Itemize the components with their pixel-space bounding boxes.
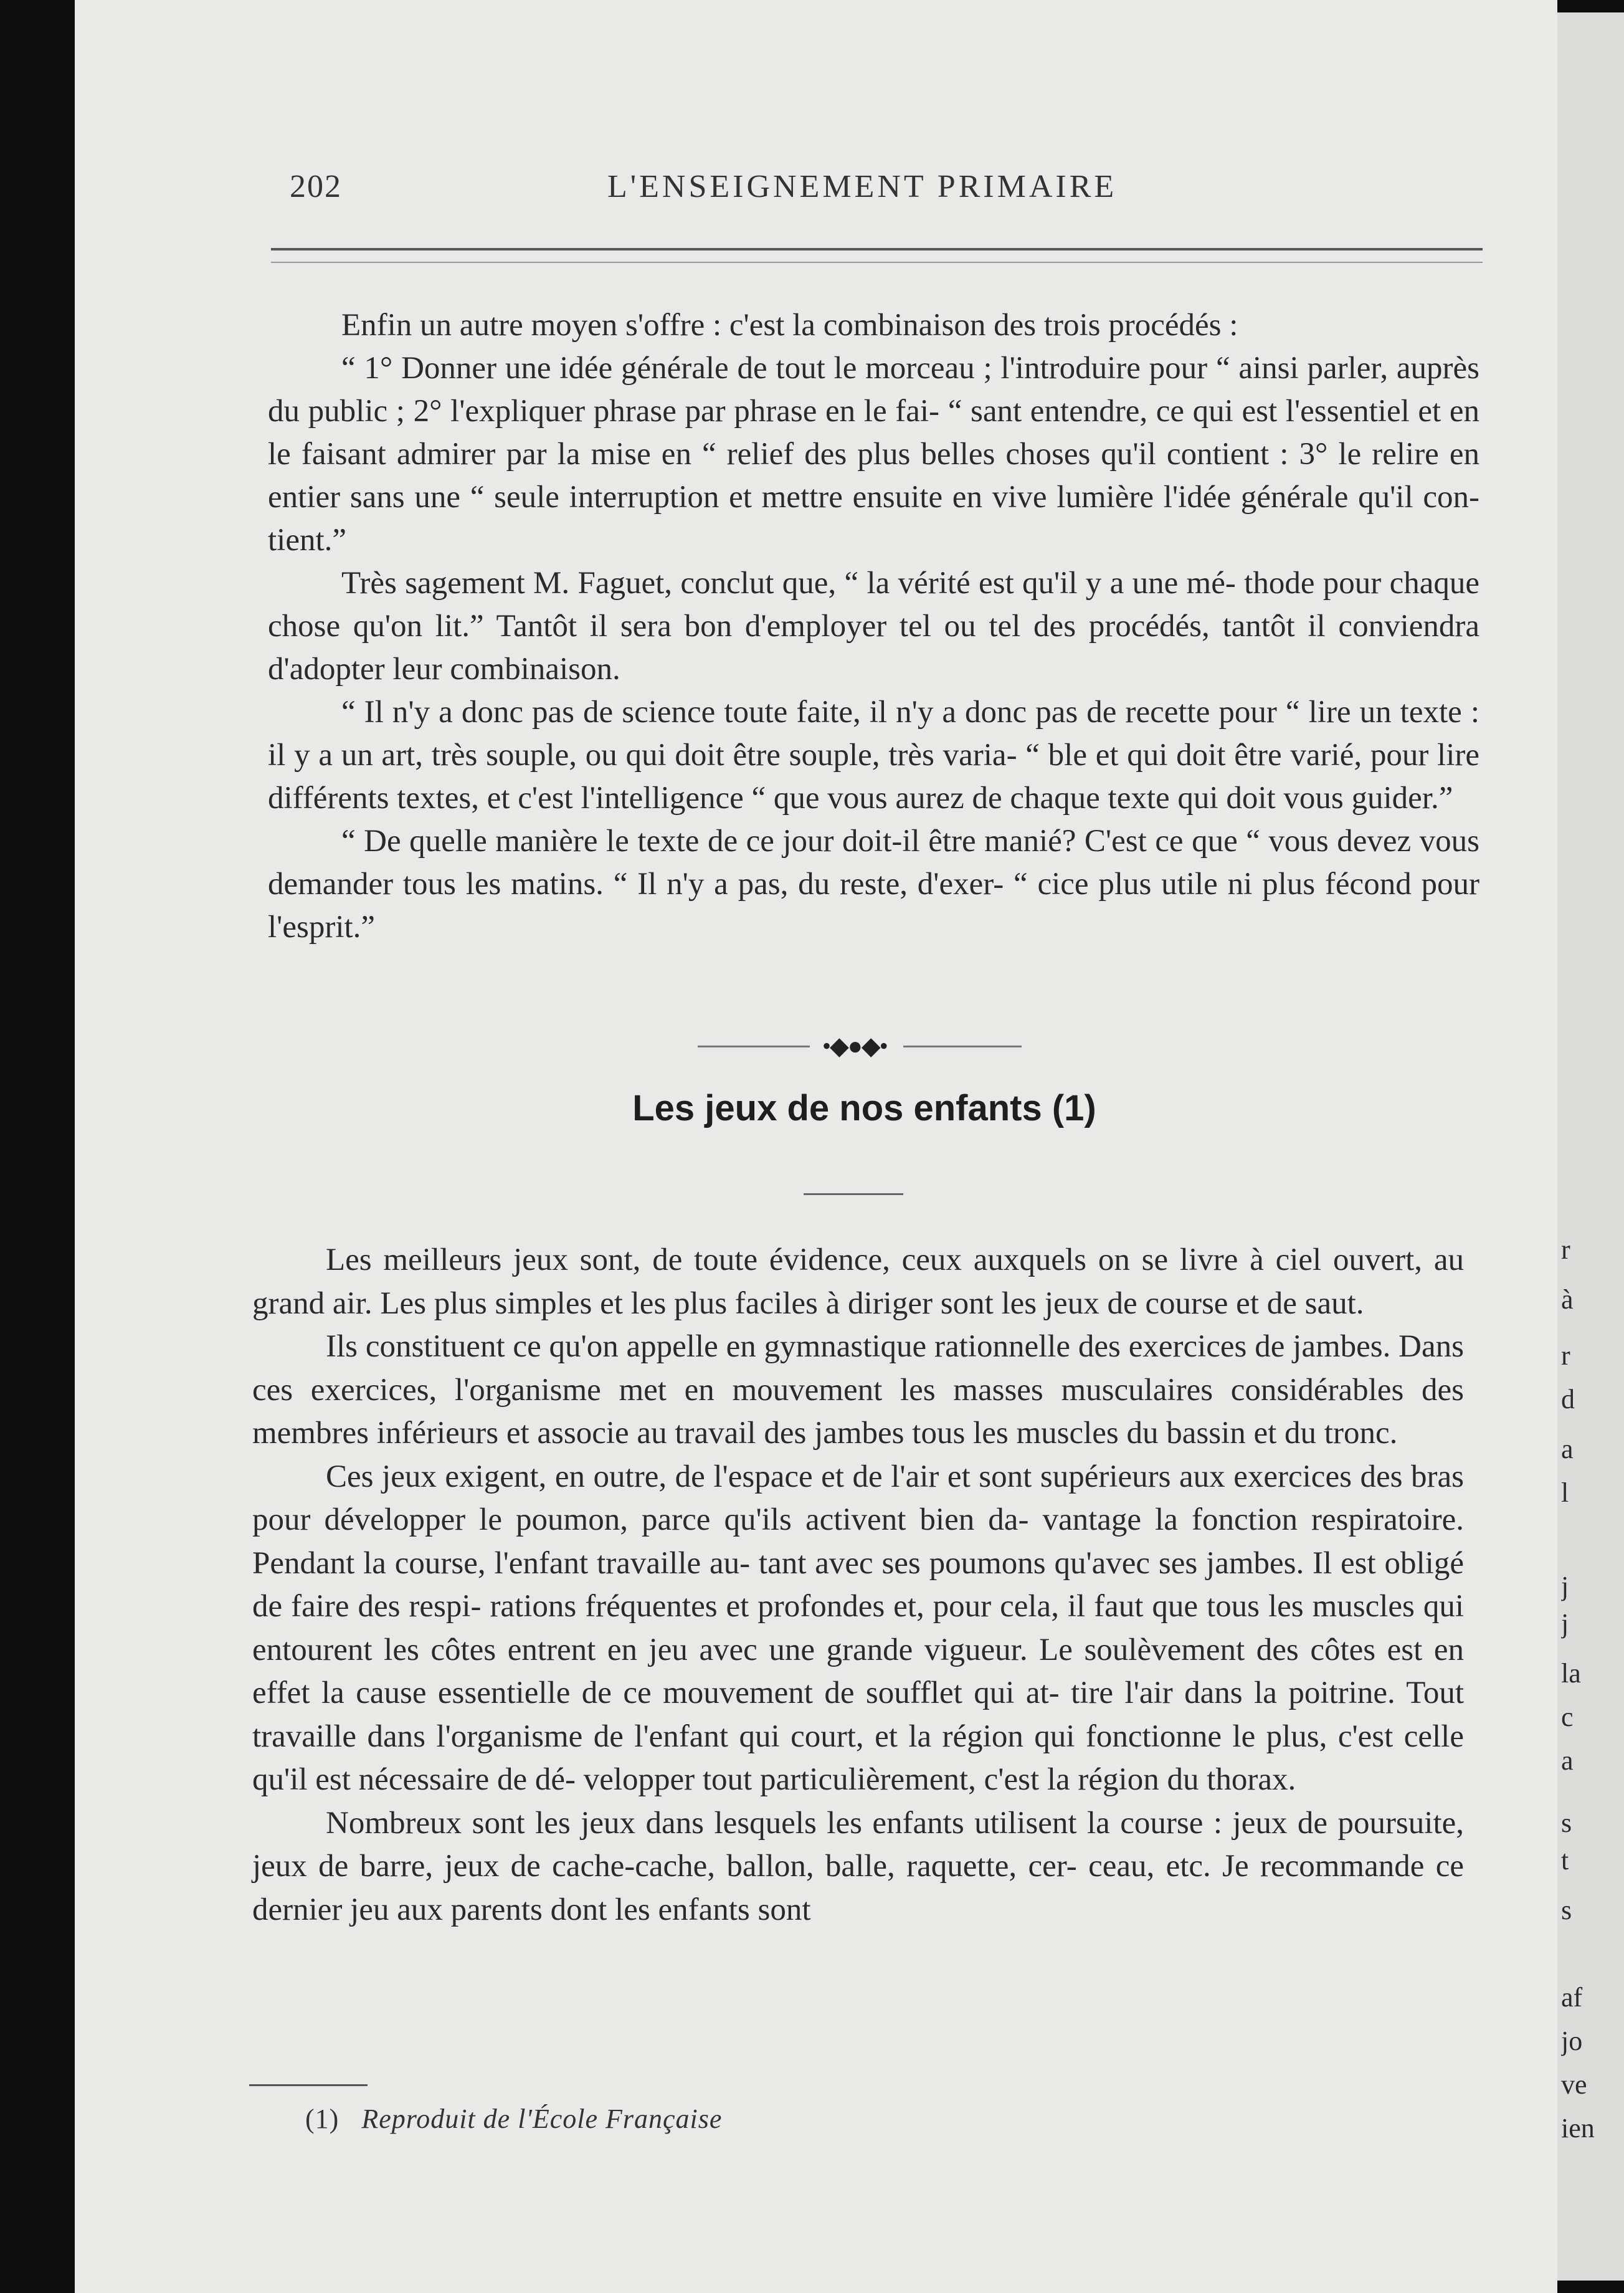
- paragraph: “ 1° Donner une idée générale de tout le morceau ; l'introduire pour “ ainsi parler, auprès du public ; 2° l'expliquer phrase par phrase en le fai- “ sant entendre, ce qui est l'essentiel et en le faisant admirer par la mise en “ relief des plus belles choses qu'il contient : 3° le relire en entier sans une “ seule interruption et mettre ensuite en vive lumière l'idée générale qu'il con- tient.”: [268, 351, 1479, 558]
- article-body: [252, 1239, 1464, 1932]
- section-ornament: [698, 1032, 1022, 1060]
- facing-page-fragment: à: [1561, 1284, 1574, 1315]
- facing-page-fragment: ien: [1561, 2113, 1595, 2143]
- ornament-line-left: [698, 1046, 810, 1047]
- facing-page-fragment: d: [1561, 1384, 1575, 1414]
- facing-page-fragment: j: [1561, 1608, 1569, 1639]
- footnote-text: Reproduit de l'École Française: [361, 2104, 723, 2134]
- facing-page-fragment: j: [1561, 1571, 1569, 1601]
- facing-page-fragment: l: [1561, 1477, 1569, 1508]
- facing-page-fragment: la: [1561, 1658, 1581, 1689]
- header-rule: [271, 248, 1483, 250]
- paragraph: “ De quelle manière le texte de ce jour doit-il être manié? C'est ce que “ vous devez vous demander tous les matins. “ Il n'y a pas, du reste, d'exer- “ cice plus utile ni plus fécond pour l'esprit.”: [268, 824, 1479, 945]
- facing-page-fragment: ve: [1561, 2069, 1587, 2100]
- facing-page-fragment: a: [1561, 1745, 1574, 1776]
- facing-page-fragment: s: [1561, 1808, 1572, 1838]
- page-header: [283, 168, 1479, 212]
- facing-page-fragment: t: [1561, 1845, 1569, 1876]
- facing-page-fragment: s: [1561, 1895, 1572, 1925]
- facing-page-fragment: a: [1561, 1434, 1574, 1464]
- header-rule-thin: [271, 262, 1483, 263]
- paragraph: “ Il n'y a donc pas de science toute faite, il n'y a donc pas de recette pour “ lire un texte : il y a un art, très souple, ou qui doit être souple, très varia- “ ble et qui doit être varié, pour lire différents textes, et c'est l'intelligence “ que vous aurez de chaque texte qui doit vous guider.”: [268, 695, 1479, 816]
- footnote: [305, 2103, 722, 2135]
- facing-page-fragment: jo: [1561, 2026, 1583, 2056]
- facing-page-fragment: af: [1561, 1982, 1583, 2013]
- paragraph: Ils constituent ce qu'on appelle en gymnastique rationnelle des exercices de jambes. Dans ces exercices, l'organisme met en mouvement les masses musculaires considérables des membres inférieurs et associe au travail des jambes tous les muscles du bassin et du tronc.: [252, 1329, 1464, 1451]
- ornament-line-right: [903, 1046, 1022, 1047]
- facing-page-fragment: c: [1561, 1702, 1574, 1732]
- running-title: L'ENSEIGNEMENT PRIMAIRE: [607, 169, 1118, 204]
- facing-page-edge: [1557, 12, 1624, 2281]
- article-title: Les jeux de nos enfants (1): [632, 1088, 1096, 1128]
- facing-page-fragment: r: [1561, 1340, 1570, 1371]
- paragraph: Nombreux sont les jeux dans lesquels les enfants utilisent la course : jeux de poursuite, jeux de barre, jeux de cache-cache, ballon, balle, raquette, cer- ceau, etc. Je recommande ce dernier jeu aux parents dont les enfants sont: [252, 1805, 1464, 1927]
- footnote-marker: (1): [305, 2104, 340, 2134]
- paragraph: Ces jeux exigent, en outre, de l'espace et de l'air et sont supérieurs aux exercices des bras pour développer le poumon, parce qu'ils activent bien da- vantage la fonction respiratoire. Pendant la course, l'enfant travaille au- tant avec ses poumons qu'avec ses jambes. Il est obligé de faire des respi- rations fréquentes et profondes et, pour cela, il faut que tous les muscles qui entourent les côtes entrent en jeu avec une grande vigueur. Le soulèvement des côtes est en effet la cause essentielle de ce mouvement de soufflet qui at- tire l'air dans la poitrine. Tout travaille dans l'organisme de l'enfant qui court, et la région qui fonctionne le plus, c'est celle qu'il est nécessaire de dé- velopper tout particulièrement, c'est la région du thorax.: [252, 1459, 1464, 1797]
- paragraph: Très sagement M. Faguet, conclut que, “ la vérité est qu'il y a une mé- thode pour chaque chose qu'on lit.” Tantôt il sera bon d'employer tel ou tel des procédés, tantôt il conviendra d'adopter leur combinaison.: [268, 566, 1479, 687]
- paragraph: Les meilleurs jeux sont, de toute évidence, ceux auxquels on se livre à ciel ouvert, au grand air. Les plus simples et les plus faciles à diriger sont les jeux de course et de saut.: [252, 1242, 1464, 1321]
- facing-page-fragment: r: [1561, 1234, 1570, 1265]
- title-rule: [804, 1193, 903, 1195]
- paragraph: Enfin un autre moyen s'offre : c'est la combinaison des trois procédés :: [341, 308, 1238, 343]
- intro-section: [268, 304, 1479, 949]
- page-number: 202: [290, 169, 342, 204]
- ornament-glyph: •◆●◆•: [822, 1032, 887, 1060]
- footnote-rule: [249, 2084, 368, 2086]
